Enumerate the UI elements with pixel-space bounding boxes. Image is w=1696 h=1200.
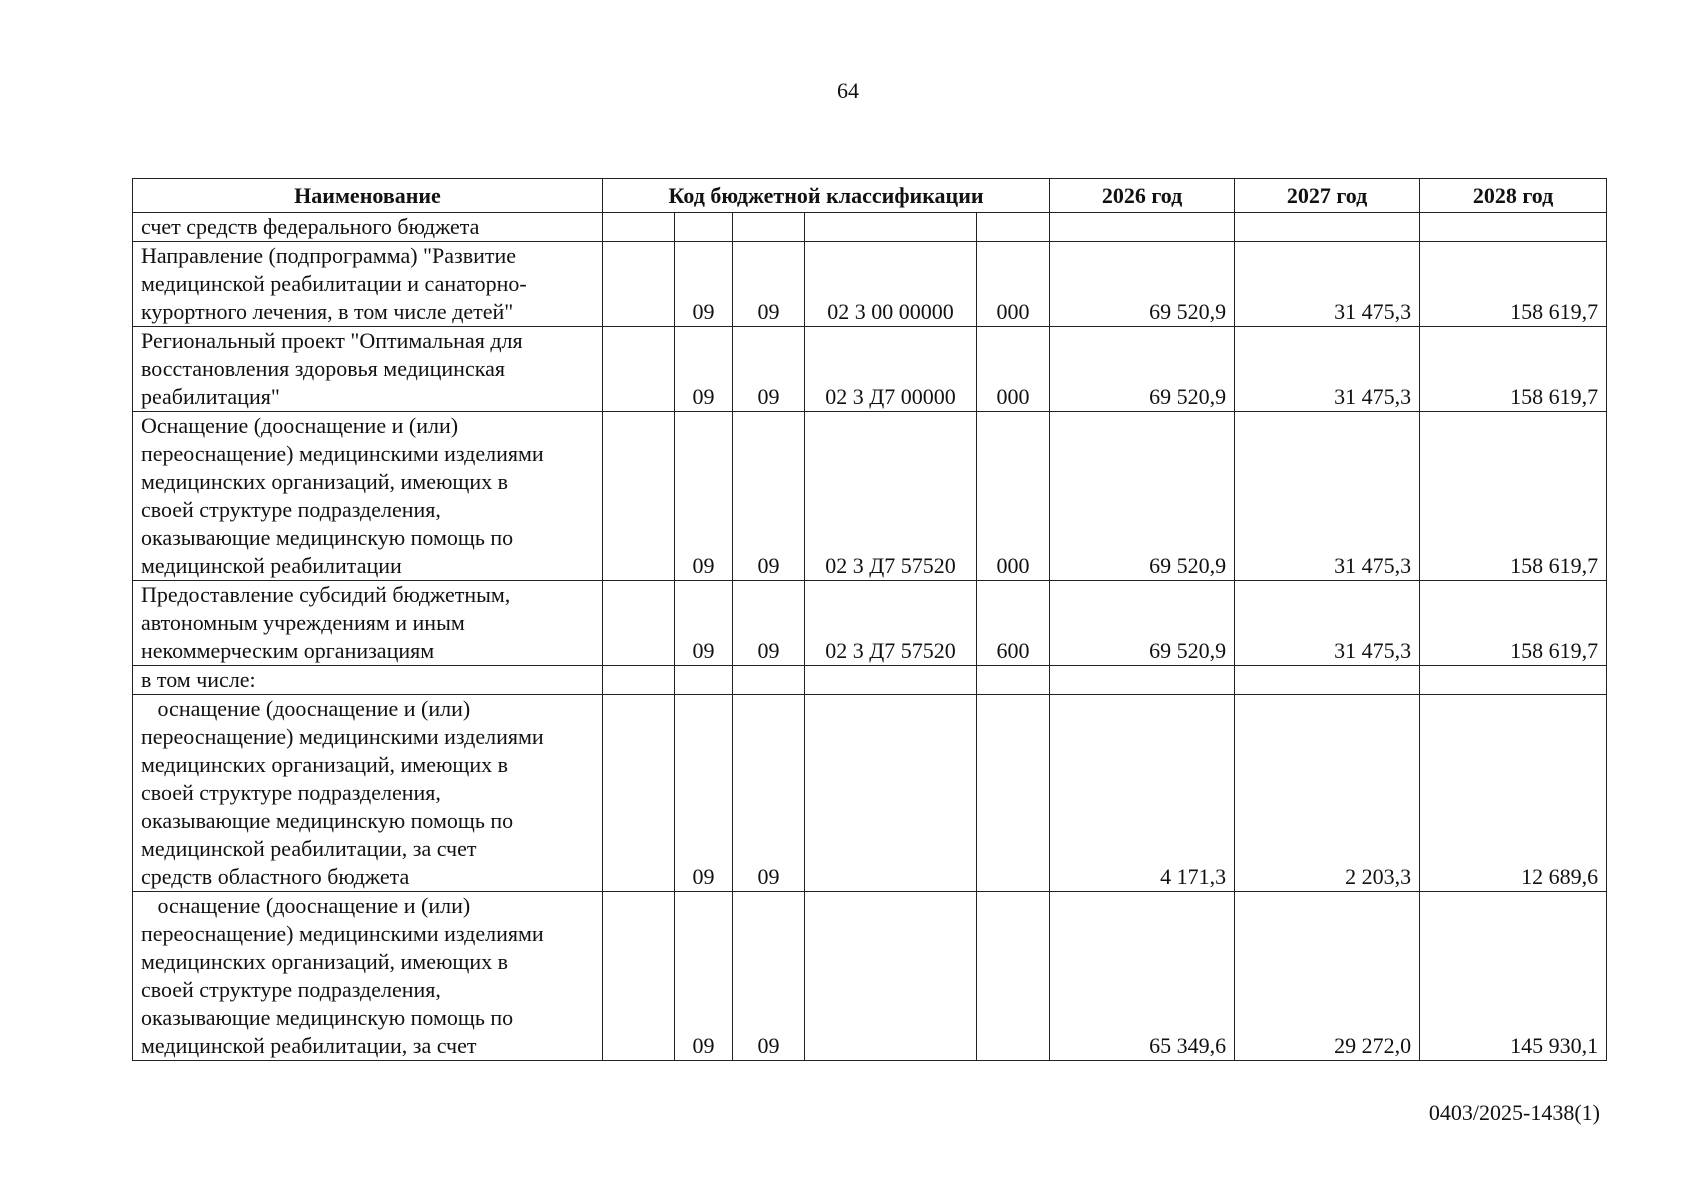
row-code-cell [603,412,675,581]
row-expense-type-cell: 000 [977,412,1050,581]
row-subsection-cell: 09 [733,695,805,892]
row-target-article-cell: 02 3 Д7 00000 [805,327,977,412]
row-section-cell: 09 [675,581,733,666]
row-section-cell: 09 [675,242,733,327]
page-number: 64 [837,78,859,103]
row-value-2026-cell: 4 171,3 [1050,695,1235,892]
row-value-2028-cell: 158 619,7 [1420,412,1607,581]
row-name-cell: оснащение (дооснащение и (или) переоснащение) медицинскими изделиями медицинских организаций, имеющих в своей структуре подразделения, оказывающие медицинскую помощь по медицинской реабилитации, за счет средств областного бюджета [133,695,603,892]
row-value-2028-cell [1420,666,1607,695]
row-name-cell: счет средств федерального бюджета [133,213,603,242]
row-code-cell [603,666,675,695]
document-id: 0403/2025-1438(1) [1428,1100,1600,1125]
row-code-cell [603,327,675,412]
row-section-cell [675,213,733,242]
row-value-2028-cell: 158 619,7 [1420,327,1607,412]
row-code-cell [603,695,675,892]
row-name-cell: в том числе: [133,666,603,695]
table-header-row [133,179,1607,213]
row-section-cell: 09 [675,327,733,412]
table-row [133,892,1607,1061]
row-target-article-cell [805,666,977,695]
row-value-2028-cell: 158 619,7 [1420,242,1607,327]
header-year-2027: 2027 год [1235,179,1420,213]
row-value-2027-cell: 29 272,0 [1235,892,1420,1061]
row-value-2027-cell: 31 475,3 [1235,327,1420,412]
row-expense-type-cell [977,695,1050,892]
row-value-2026-cell: 69 520,9 [1050,327,1235,412]
row-value-2027-cell [1235,213,1420,242]
header-budget-code: Код бюджетной классификации [603,179,1050,213]
row-value-2027-cell: 31 475,3 [1235,581,1420,666]
row-name-cell: оснащение (дооснащение и (или) переоснащение) медицинскими изделиями медицинских организаций, имеющих в своей структуре подразделения, оказывающие медицинскую помощь по медицинской реабилитации, за счет [133,892,603,1061]
row-target-article-cell: 02 3 Д7 57520 [805,581,977,666]
row-section-cell [675,666,733,695]
header-year-2028: 2028 год [1420,179,1607,213]
row-name-cell: Предоставление субсидий бюджетным, автономным учреждениям и иным некоммерческим организациям [133,581,603,666]
row-name-cell: Региональный проект "Оптимальная для восстановления здоровья медицинская реабилитация" [133,327,603,412]
row-value-2027-cell: 2 203,3 [1235,695,1420,892]
row-section-cell: 09 [675,695,733,892]
table-row [133,695,1607,892]
row-value-2026-cell [1050,666,1235,695]
row-subsection-cell: 09 [733,581,805,666]
row-target-article-cell [805,213,977,242]
row-subsection-cell: 09 [733,412,805,581]
row-name-cell: Направление (подпрограмма) "Развитие медицинской реабилитации и санаторно- курортного лечения, в том числе детей" [133,242,603,327]
row-value-2026-cell: 69 520,9 [1050,581,1235,666]
table-row [133,242,1607,327]
row-expense-type-cell [977,892,1050,1061]
table-row [133,213,1607,242]
row-subsection-cell: 09 [733,327,805,412]
row-target-article-cell [805,695,977,892]
row-value-2028-cell [1420,213,1607,242]
row-code-cell [603,892,675,1061]
row-value-2028-cell: 12 689,6 [1420,695,1607,892]
row-code-cell [603,581,675,666]
row-value-2028-cell: 158 619,7 [1420,581,1607,666]
row-value-2026-cell: 69 520,9 [1050,242,1235,327]
row-expense-type-cell: 000 [977,242,1050,327]
row-value-2028-cell: 145 930,1 [1420,892,1607,1061]
row-expense-type-cell: 600 [977,581,1050,666]
row-section-cell: 09 [675,892,733,1061]
row-value-2027-cell: 31 475,3 [1235,242,1420,327]
row-section-cell: 09 [675,412,733,581]
row-code-cell [603,242,675,327]
row-subsection-cell [733,213,805,242]
budget-table [132,178,1607,1061]
table-row [133,327,1607,412]
row-value-2026-cell: 69 520,9 [1050,412,1235,581]
table-row [133,412,1607,581]
header-year-2026: 2026 год [1050,179,1235,213]
row-value-2026-cell: 65 349,6 [1050,892,1235,1061]
row-expense-type-cell: 000 [977,327,1050,412]
row-code-cell [603,213,675,242]
row-target-article-cell: 02 3 Д7 57520 [805,412,977,581]
row-subsection-cell [733,666,805,695]
header-name: Наименование [133,179,603,213]
table-row [133,666,1607,695]
row-expense-type-cell [977,666,1050,695]
row-value-2026-cell [1050,213,1235,242]
row-expense-type-cell [977,213,1050,242]
row-target-article-cell: 02 3 00 00000 [805,242,977,327]
row-subsection-cell: 09 [733,242,805,327]
row-value-2027-cell: 31 475,3 [1235,412,1420,581]
row-subsection-cell: 09 [733,892,805,1061]
table-row [133,581,1607,666]
row-name-cell: Оснащение (дооснащение и (или) переоснащение) медицинскими изделиями медицинских организаций, имеющих в своей структуре подразделения, оказывающие медицинскую помощь по медицинской реабилитации [133,412,603,581]
row-value-2027-cell [1235,666,1420,695]
row-target-article-cell [805,892,977,1061]
